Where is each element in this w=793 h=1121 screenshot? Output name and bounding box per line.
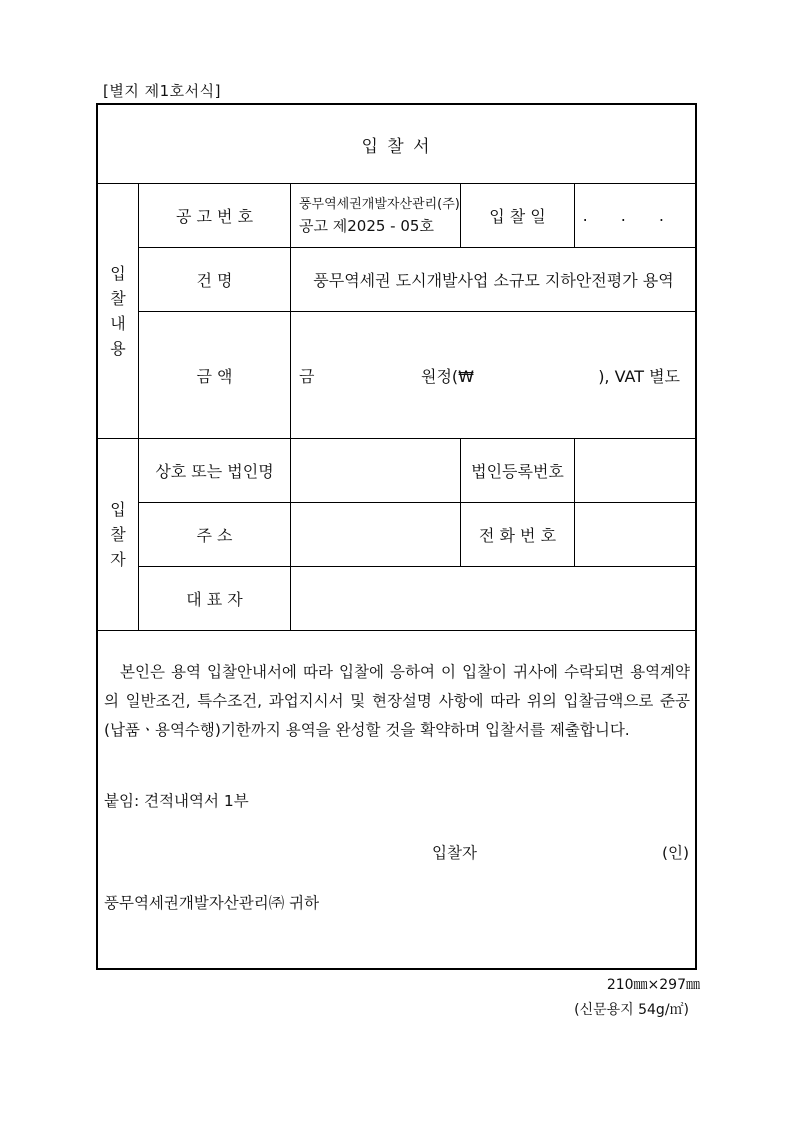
phone-label: 전 화 번 호 <box>478 526 557 545</box>
attachment-note: 붙임: 견적내역서 1부 <box>104 792 249 810</box>
address-field[interactable] <box>291 503 460 566</box>
section-char: 찰 <box>110 525 126 544</box>
section-char: 자 <box>110 550 126 569</box>
section-char: 입 <box>110 500 126 519</box>
company-name-label: 상호 또는 법인명 <box>155 462 274 481</box>
document-title: 입 찰 서 <box>361 136 432 157</box>
amount-won: 원정(₩ <box>421 366 474 386</box>
signature-label: 입찰자 <box>432 844 477 862</box>
rule-table-bottom <box>97 630 696 631</box>
declaration-paragraph: 본인은 용역 입찰안내서에 따라 입찰에 응하여 이 입찰이 귀사에 수락되면 용역계약의 일반조건, 특수조건, 과업지시서 및 현장설명 사항에 따라 위의 입찰금액으로 준공(납품ㆍ용역수행)기한까지 용역을 완성할 것을 확약하며 입찰서를 제출합니다. <box>104 663 690 739</box>
bid-date-label: 입 찰 일 <box>489 207 546 226</box>
amount-field[interactable] <box>291 312 696 438</box>
notice-issuer: 풍무역세권개발자산관리(주) <box>299 196 460 212</box>
paper-type: (신문용지 54g/㎡) <box>574 1002 689 1018</box>
notice-number-cell <box>291 184 460 247</box>
company-name-field[interactable] <box>291 439 460 502</box>
phone-field[interactable] <box>575 503 696 566</box>
project-name-label: 건 명 <box>196 271 233 290</box>
paper-size: 210㎜×297㎜ <box>606 977 700 993</box>
amount-suffix: ), VAT 별도 <box>598 366 680 386</box>
section-char: 입 <box>110 264 126 283</box>
section-label-bidder <box>98 439 138 630</box>
representative-field[interactable] <box>291 567 696 630</box>
amount-label: 금 액 <box>196 366 233 386</box>
amount-prefix: 금 <box>299 366 315 386</box>
bid-date-value[interactable]: . . . <box>582 206 678 225</box>
address-label: 주 소 <box>196 526 233 545</box>
notice-number-label: 공 고 번 호 <box>175 207 254 226</box>
section-char: 용 <box>110 339 126 358</box>
seal-mark: (인) <box>662 844 690 862</box>
addressee: 풍무역세권개발자산관리㈜ 귀하 <box>104 894 320 912</box>
corp-reg-number-field[interactable] <box>575 439 696 502</box>
project-name-value: 풍무역세권 도시개발사업 소규모 지하안전평가 용역 <box>313 271 674 290</box>
section-label-bid-content <box>98 184 138 438</box>
representative-label: 대 표 자 <box>186 590 243 609</box>
section-char: 내 <box>110 314 126 333</box>
form-label: [별지 제1호서식] <box>103 82 221 100</box>
section-char: 찰 <box>110 289 126 308</box>
notice-number-value: 공고 제2025 - 05호 <box>299 216 434 235</box>
corp-reg-number-label: 법인등록번호 <box>471 462 564 481</box>
